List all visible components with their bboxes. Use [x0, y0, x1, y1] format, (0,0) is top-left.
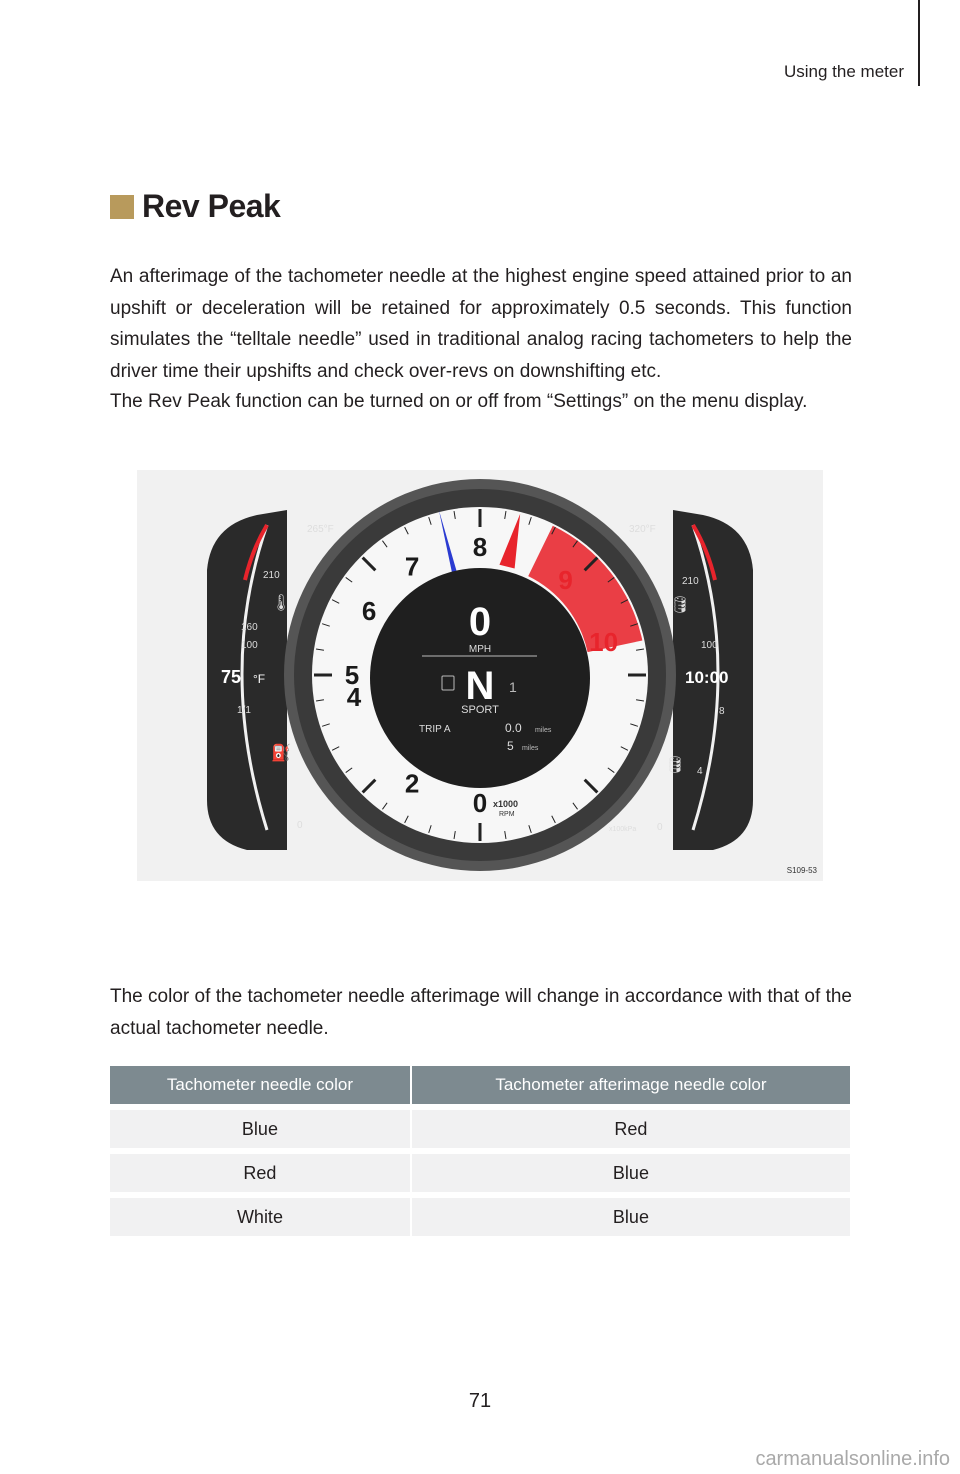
- oil-temp-icon: 🛢: [670, 597, 691, 614]
- gear-number: 1: [509, 679, 517, 695]
- table-cell: Red: [110, 1154, 410, 1192]
- range-value: 5: [507, 739, 514, 753]
- table-row: [110, 1154, 850, 1192]
- speed-value: 0: [468, 600, 492, 644]
- right-100-label: 100: [701, 640, 718, 651]
- trip-unit: miles: [535, 727, 552, 734]
- table-cell: Blue: [410, 1198, 850, 1236]
- left-210-label: 210: [263, 570, 280, 581]
- trip-label: TRIP A: [419, 724, 451, 735]
- tach-label: 2: [404, 768, 420, 799]
- tach-label: 7: [404, 551, 420, 582]
- table-cell: White: [110, 1198, 410, 1236]
- right-hot-label: 320°F: [629, 524, 656, 535]
- table-cell: Blue: [110, 1110, 410, 1148]
- fuel-icon: ⛽: [271, 745, 291, 762]
- watermark: carmanualsonline.info: [755, 1448, 950, 1470]
- section-square-icon: [110, 195, 134, 219]
- tach-label: 6: [361, 596, 377, 626]
- header-title: Using the meter: [784, 62, 904, 81]
- clock-display: 10:00: [685, 668, 729, 687]
- speed-unit: MPH: [468, 644, 492, 655]
- meter-illustration: [137, 470, 823, 881]
- tach-label: 5: [344, 660, 360, 690]
- tach-unit: x1000: [493, 799, 519, 809]
- tach-label: 8: [472, 532, 488, 562]
- settings-paragraph: The Rev Peak function can be turned on or off from “Settings” on the menu display.: [110, 391, 808, 412]
- right-8-label: 8: [719, 706, 725, 717]
- table-row: [110, 1110, 850, 1148]
- header-needle-color: Tachometer needle color: [110, 1066, 410, 1104]
- left-100-label: 100: [241, 640, 258, 651]
- table-cell: Blue: [410, 1154, 850, 1192]
- right-4-label: 4: [697, 766, 703, 777]
- tach-label: 0: [472, 788, 488, 818]
- pressure-unit: x100kPa: [609, 826, 637, 833]
- drive-mode: SPORT: [461, 704, 499, 716]
- left-wing: [207, 510, 287, 850]
- range-unit: miles: [522, 745, 539, 752]
- tach-unit2: RPM: [499, 811, 515, 818]
- oil-pressure-icon: 🛢: [665, 757, 686, 774]
- coolant-icon: 🌡: [271, 595, 292, 612]
- color-paragraph: The color of the tachometer needle afterimage will change in accordance with that of the actual tachometer needle.: [110, 986, 852, 1039]
- left-temp-unit: °F: [253, 672, 266, 686]
- tach-label: 10: [589, 626, 619, 657]
- gear-indicator: N: [465, 664, 495, 708]
- left-fuel-zero: 0: [297, 820, 303, 831]
- section-heading: [110, 188, 280, 225]
- right-210-label: 210: [682, 576, 699, 587]
- table-row: [110, 1198, 850, 1236]
- trip-value: 0.0: [505, 721, 522, 735]
- tach-label: 9: [558, 564, 573, 595]
- table-cell: Red: [410, 1110, 850, 1148]
- left-fuel-full: 1/1: [237, 705, 251, 716]
- page-number: 71: [468, 1390, 492, 1412]
- left-temp-value: 75: [221, 667, 242, 687]
- header-rule: [918, 0, 920, 86]
- section-title: Rev Peak: [142, 188, 281, 224]
- header-afterimage-color: Tachometer afterimage needle color: [410, 1066, 850, 1104]
- left-160-label: 160: [241, 622, 258, 633]
- intro-paragraph: An afterimage of the tachometer needle at the highest engine speed attained prior to an upshift or deceleration will be retained for approximately 0.5 seconds. This function simulates the “telltale needle” used in traditional analog racing tachometers to help the driver time their upshifts and check over-revs on downshifting etc.: [110, 266, 852, 382]
- needle-color-table: [110, 1060, 850, 1242]
- tach-label: 4: [346, 682, 362, 713]
- figure-code: S109-53: [786, 866, 817, 875]
- left-hot-label: 265°F: [307, 524, 334, 535]
- meter-figure: [137, 470, 823, 881]
- right-0-label: 0: [657, 822, 663, 833]
